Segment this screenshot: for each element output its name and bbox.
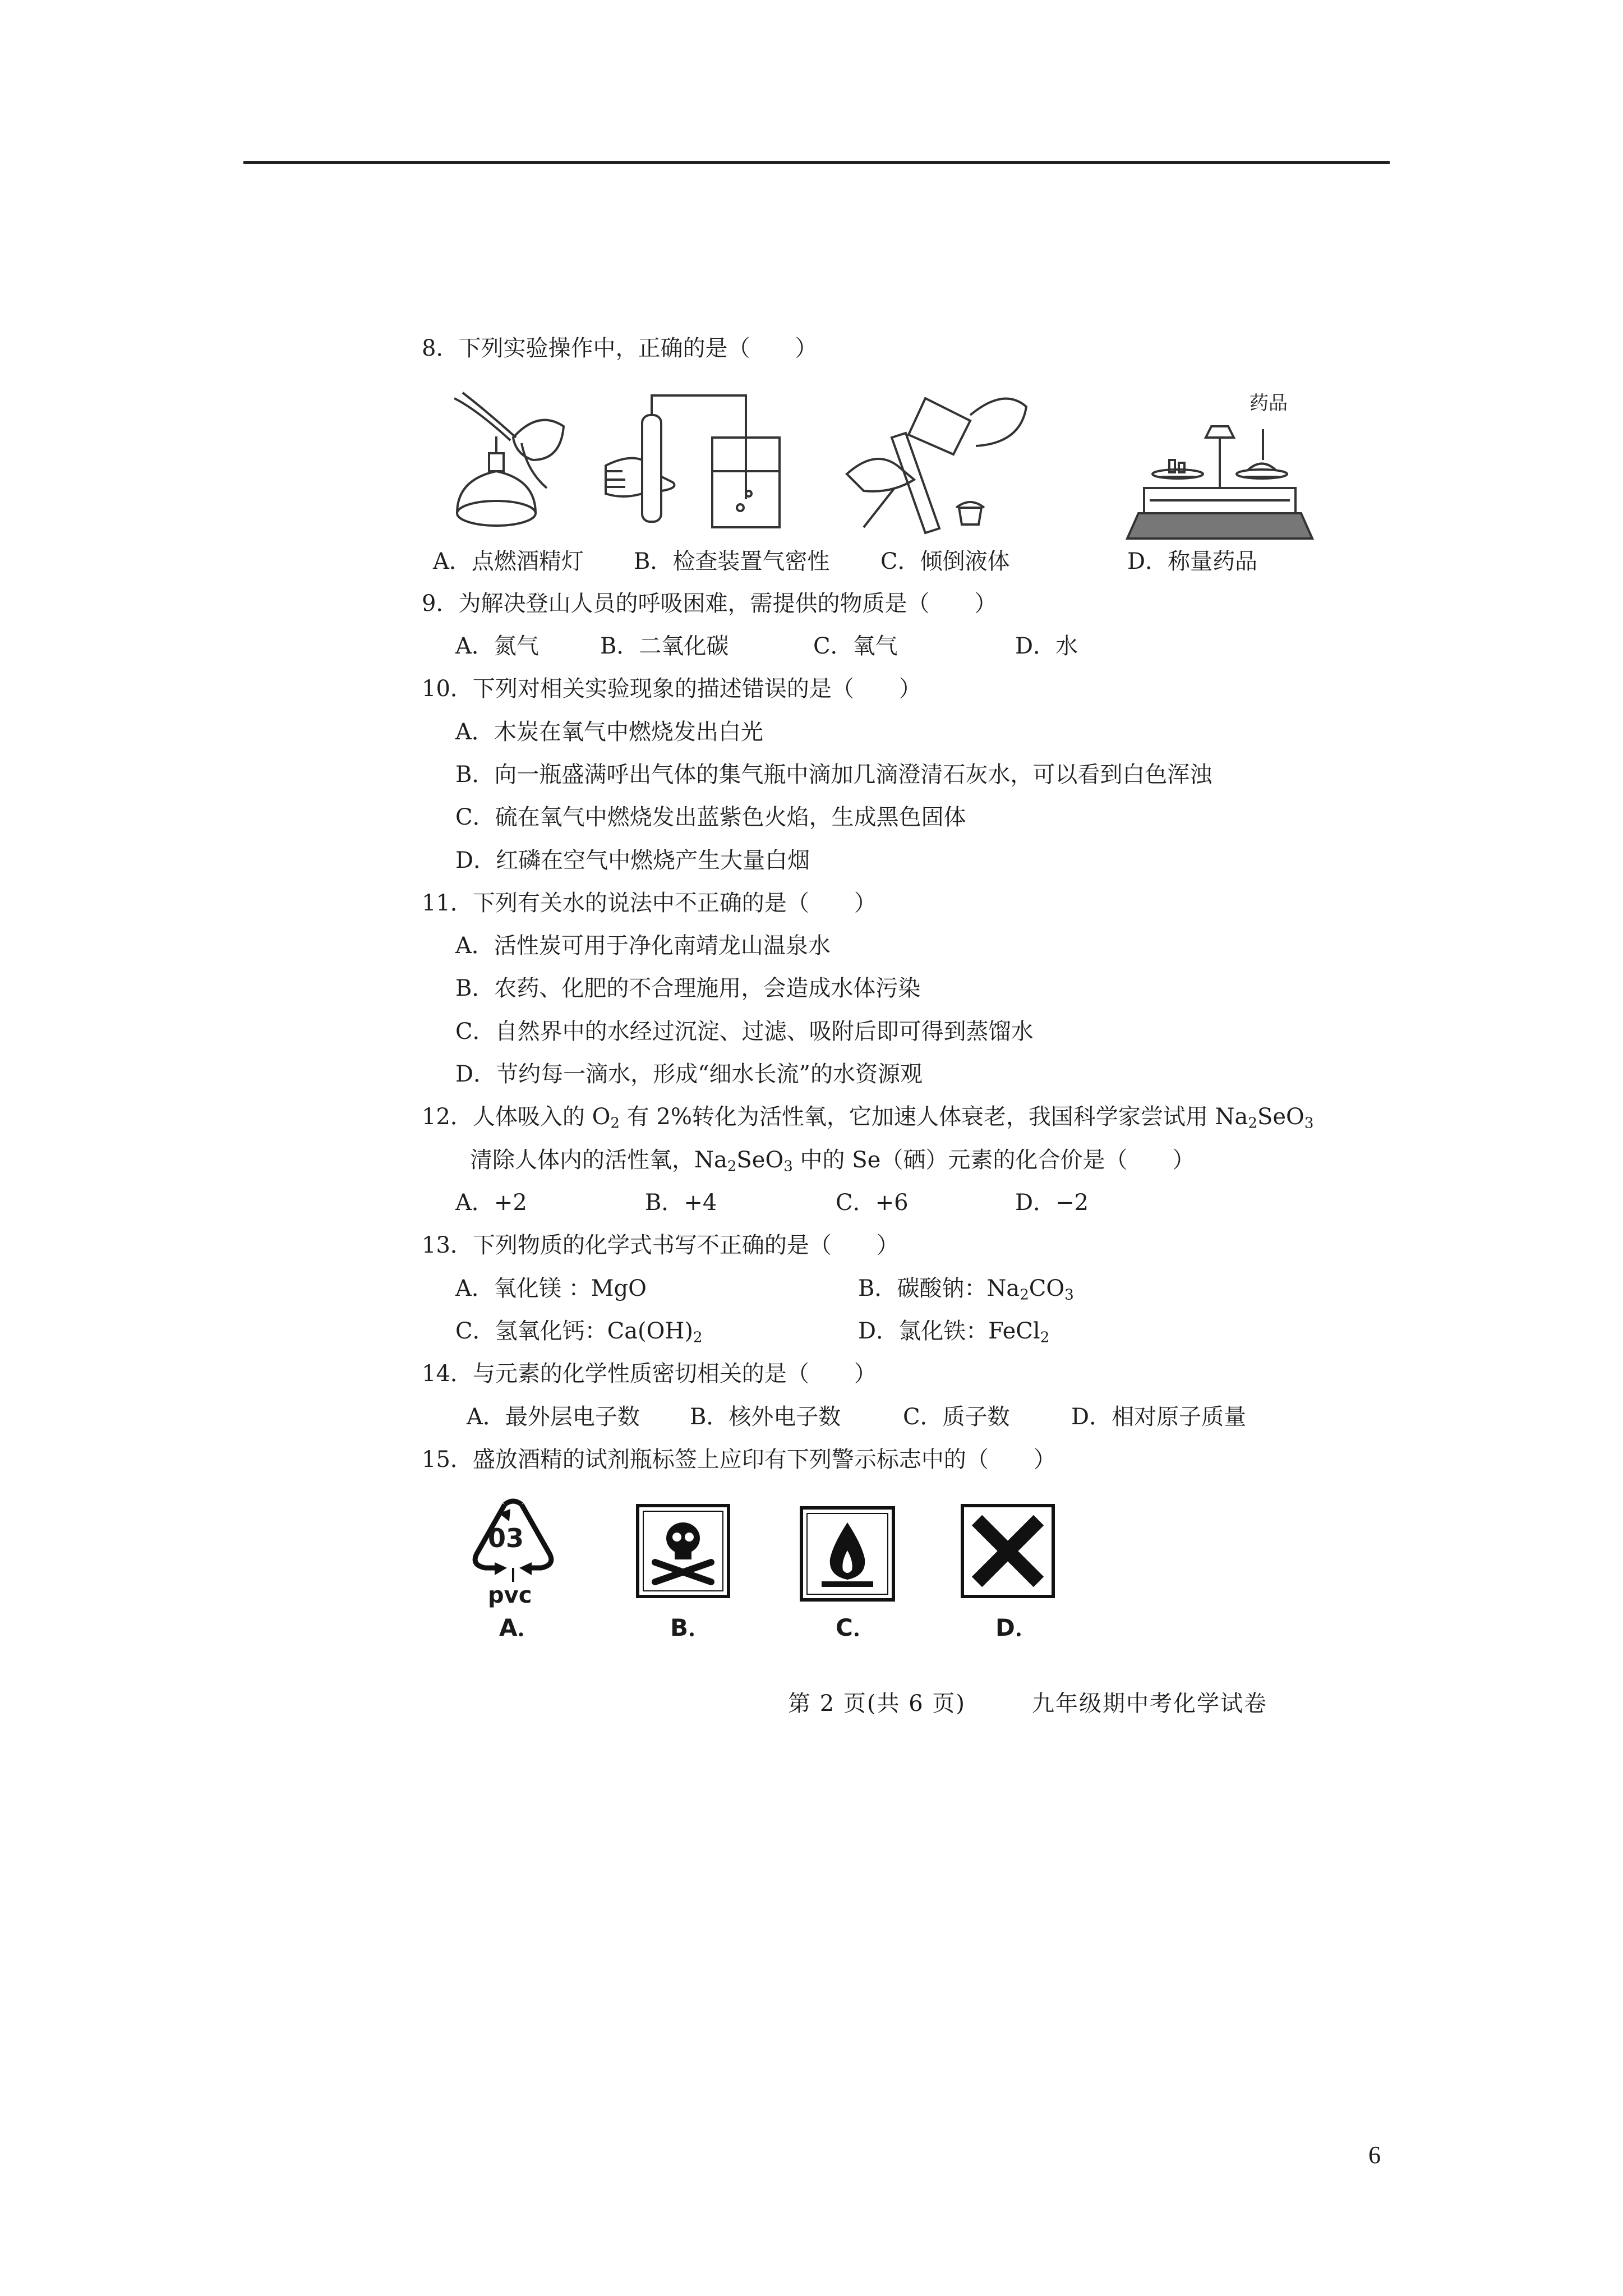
balance-label: 药品	[1249, 392, 1288, 415]
q12-option-a: A．+2	[455, 1190, 527, 1216]
q14-option-c: C．质子数	[903, 1404, 1010, 1430]
q11-option-d: D．节约每一滴水，形成“细水长流”的水资源观	[455, 1061, 923, 1087]
q15-label-d: D．	[995, 1614, 1039, 1641]
q9-option-d: D．水	[1015, 633, 1078, 659]
q14-stem: 14．与元素的化学性质密切相关的是（ ）	[422, 1361, 877, 1387]
q14-option-a: A．最外层电子数	[467, 1404, 640, 1430]
q12-option-c: C．+6	[836, 1190, 909, 1216]
q8-stem: 8．下列实验操作中，正确的是（ ）	[422, 335, 818, 361]
q12-option-b: B．+4	[645, 1190, 717, 1216]
q9-option-b: B．二氧化碳	[600, 633, 729, 659]
pouring-liquid-illustration	[841, 381, 1032, 544]
header-rule	[243, 161, 1390, 164]
footer-exam-title: 九年级期中考化学试卷	[1032, 1691, 1267, 1717]
q10-option-b: B．向一瓶盛满呼出气体的集气瓶中滴加几滴澄清石灰水，可以看到白色浑浊	[455, 762, 1212, 788]
q10-option-a: A．木炭在氧气中燃烧发出白光	[455, 719, 763, 745]
recycle-text: pvc	[488, 1582, 532, 1608]
q11-option-b: B．农药、化肥的不合理施用，会造成水体污染	[455, 976, 921, 1001]
q14-option-d: D．相对原子质量	[1071, 1404, 1247, 1430]
q10-option-c: C．硫在氧气中燃烧发出蓝紫色火焰，生成黑色固体	[455, 804, 966, 830]
q8-option-b: B．检查装置气密性	[634, 549, 830, 574]
recycle-number: 03	[488, 1523, 524, 1553]
q11-stem: 11．下列有关水的说法中不正确的是（ ）	[422, 890, 877, 916]
q9-stem: 9．为解决登山人员的呼吸困难，需提供的物质是（ ）	[422, 591, 997, 616]
q12-option-d: D．−2	[1015, 1190, 1089, 1216]
q15-label-b: B．	[670, 1614, 712, 1641]
q9-option-a: A．氮气	[455, 633, 539, 659]
q13-stem: 13．下列物质的化学式书写不正确的是（ ）	[422, 1232, 899, 1258]
q14-option-b: B．核外电子数	[690, 1404, 841, 1430]
q12-stem-line2: 清除人体内的活性氧，$Na_2SeO_3$ 中的 Se（硒）元素的化合价是（ ）	[470, 1147, 1195, 1175]
q8-option-c: C．倾倒液体	[880, 549, 1010, 574]
footer-page-info: 第 2 页(共 6 页)	[788, 1691, 966, 1717]
q15-label-a: A．	[499, 1614, 541, 1641]
toxic-skull-icon	[635, 1503, 731, 1599]
q8-option-a: A．点燃酒精灯	[433, 549, 584, 574]
q13-option-c: C．氢氧化钙：$Ca(OH)_2$	[455, 1318, 703, 1346]
q10-option-d: D．红磷在空气中燃烧产生大量白烟	[455, 848, 810, 873]
q13-option-a: A．氧化镁 ：MgO	[455, 1276, 647, 1301]
q12-stem-line1: 12．人体吸入的 $O_2$ 有 2%转化为活性氧，它加速人体衰老，我国科学家尝试用 $Na_2SeO_3$	[422, 1104, 1314, 1132]
q11-option-a: A．活性炭可用于净化南靖龙山温泉水	[455, 933, 831, 959]
alcohol-lamp-illustration	[443, 387, 572, 533]
page-number: 6	[1368, 2141, 1381, 2169]
harmful-cross-icon	[960, 1503, 1055, 1599]
q15-label-c: C．	[836, 1614, 877, 1641]
airtightness-check-illustration	[594, 387, 785, 533]
q8-option-d: D．称量药品	[1127, 549, 1258, 574]
flammable-flame-icon	[799, 1506, 896, 1602]
q13-option-d: D．氯化铁：FeCl$_2$	[858, 1318, 1050, 1346]
q9-option-c: C．氧气	[813, 633, 898, 659]
q15-stem: 15．盛放酒精的试剂瓶标签上应印有下列警示标志中的（ ）	[422, 1447, 1056, 1473]
balance-scale-illustration	[1116, 381, 1324, 544]
q13-option-b: B．碳酸钠：$Na_2CO_3$	[858, 1276, 1074, 1304]
q11-option-c: C．自然界中的水经过沉淀、过滤、吸附后即可得到蒸馏水	[455, 1019, 1034, 1045]
q10-stem: 10．下列对相关实验现象的描述错误的是（ ）	[422, 676, 921, 702]
